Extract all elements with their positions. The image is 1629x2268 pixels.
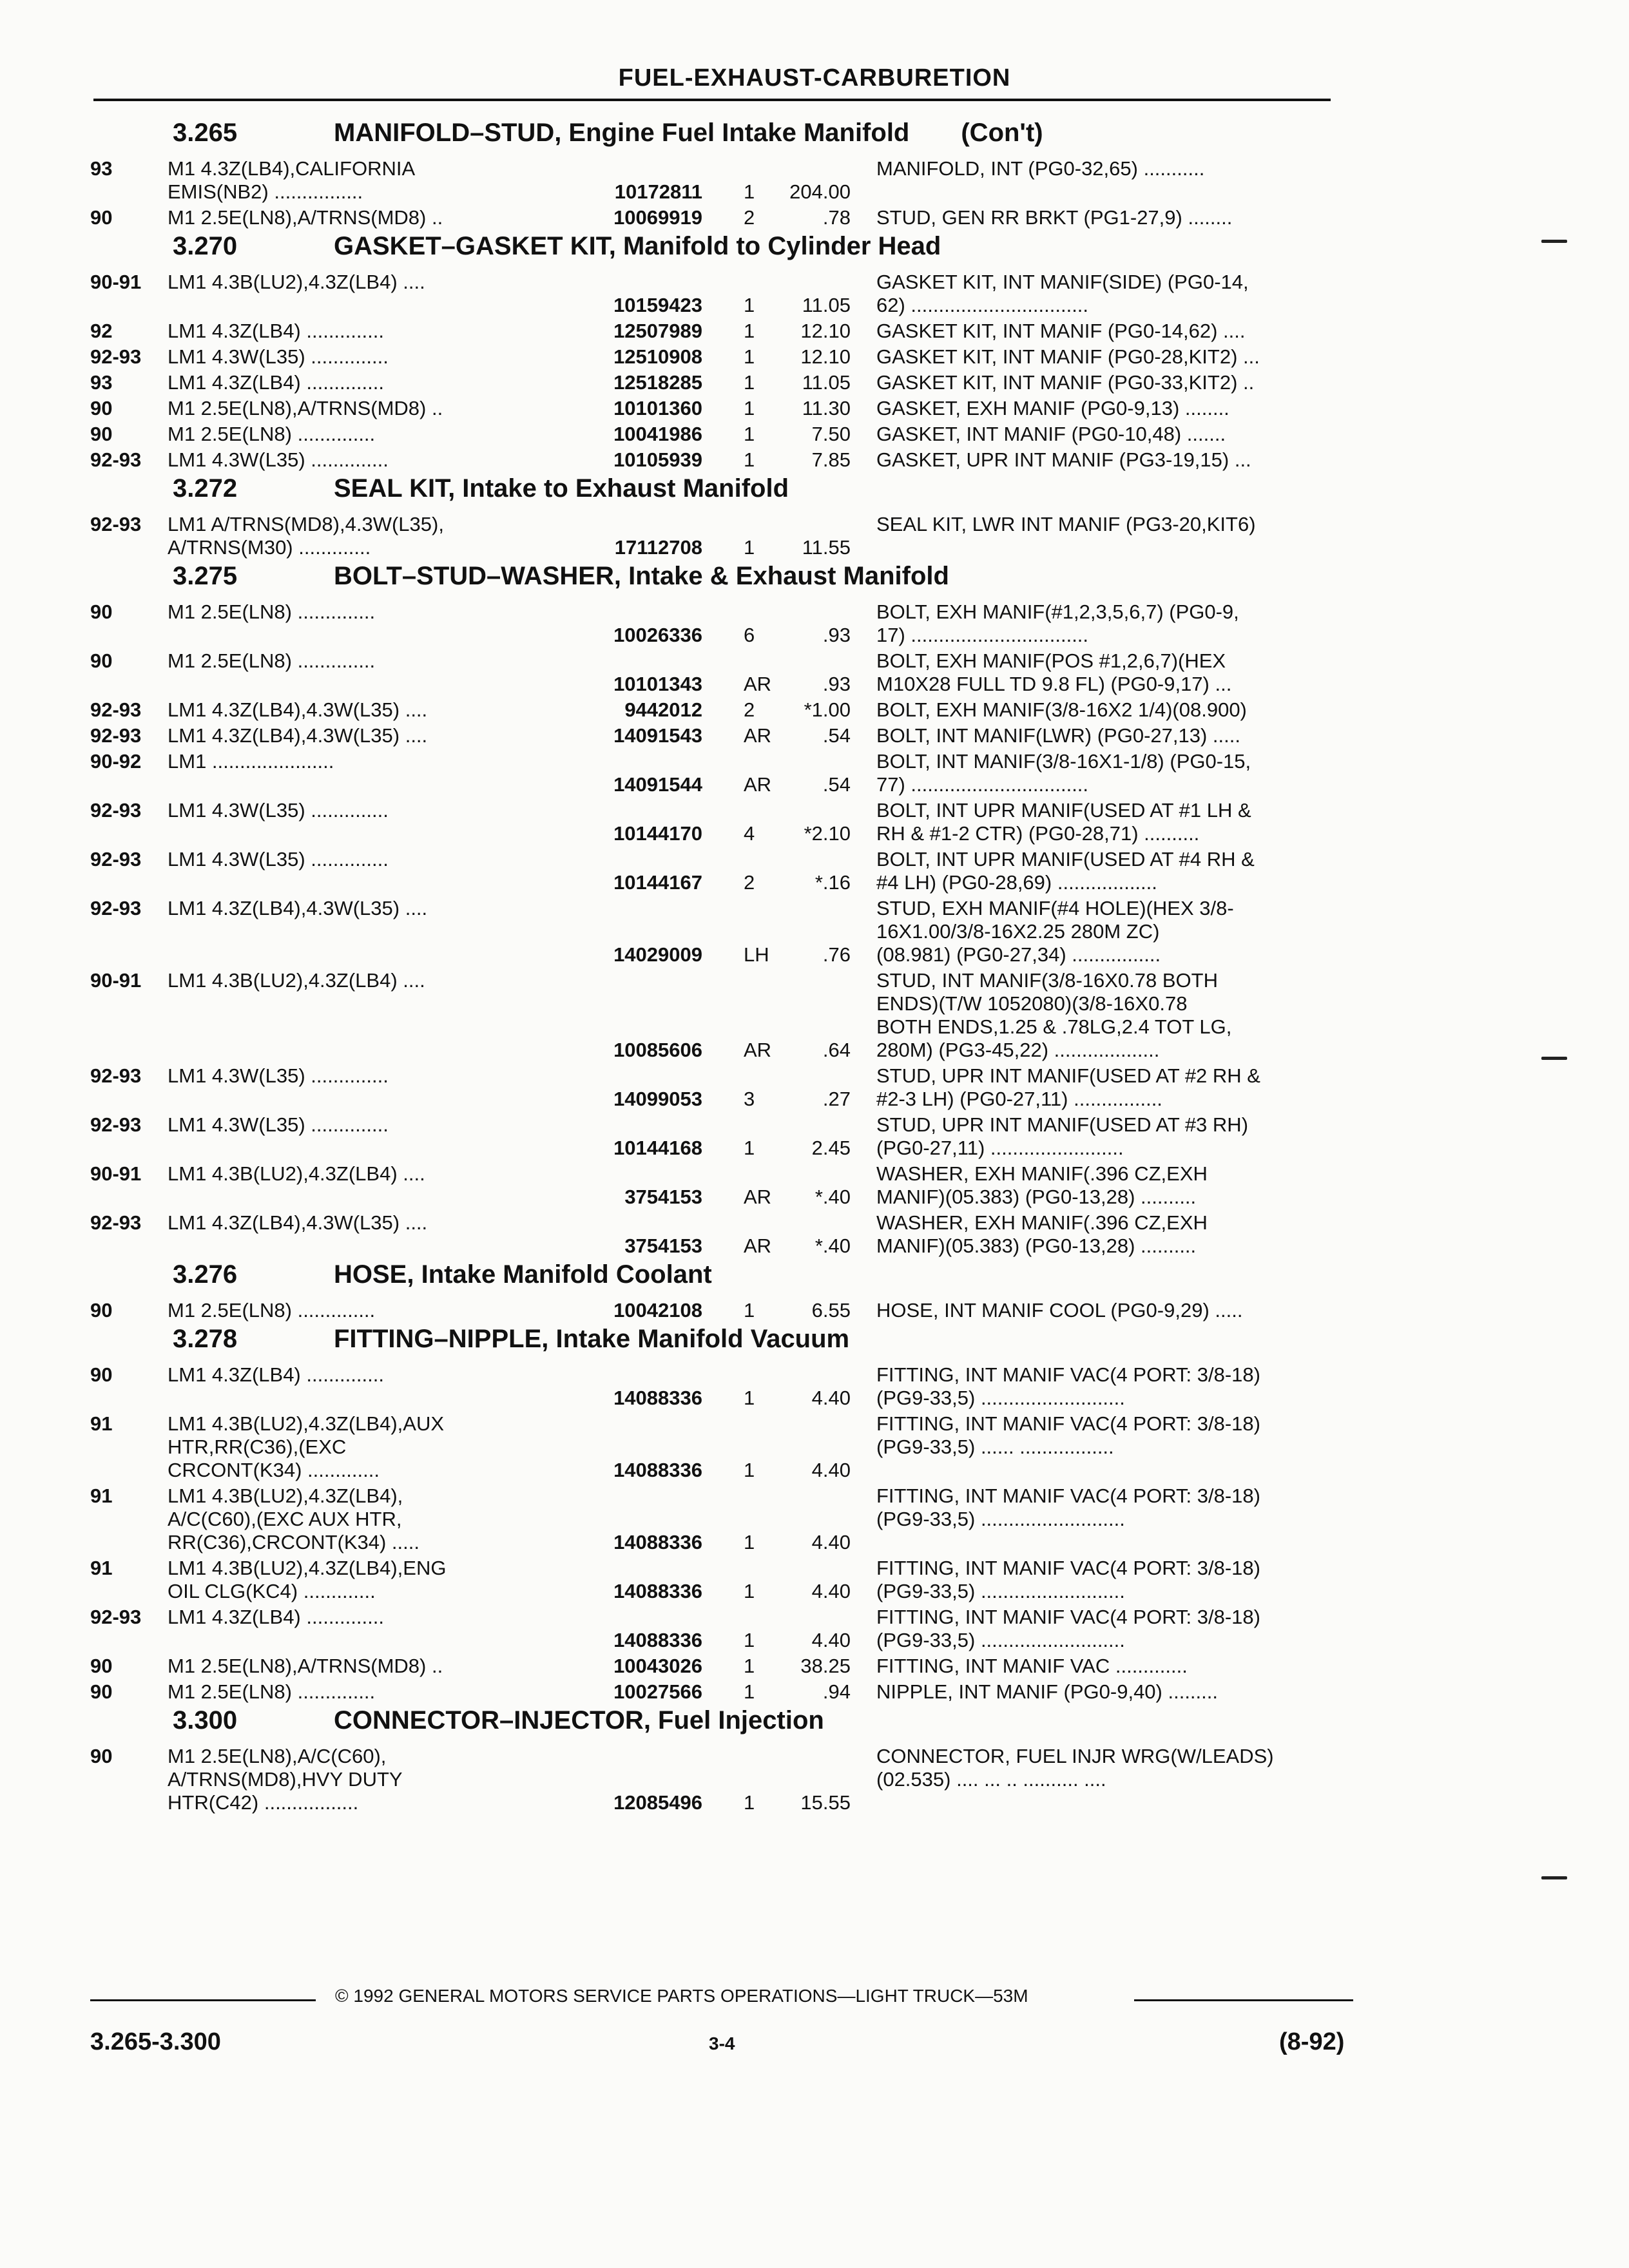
part-row [90,724,1347,747]
model-year: 90 [90,1680,113,1703]
part-row [90,1113,1347,1160]
model-year: 90-92 [90,750,142,773]
catalog-section [90,1260,1347,1322]
quantity: 1 [744,1459,755,1481]
part-description: GASKET, INT MANIF (PG0-10,48) ....... [876,423,1226,445]
model-application: LM1 4.3Z(LB4) .............. [168,371,384,394]
quantity: 1 [744,397,755,419]
header-rule [93,99,1331,101]
page-header-title: FUEL-EXHAUST-CARBURETION [618,64,1011,91]
list-price: 11.30 [802,397,851,419]
model-application: M1 2.5E(LN8),A/TRNS(MD8) .. [168,206,443,229]
part-number: 14088336 [613,1629,702,1651]
catalog-section [90,232,1347,472]
part-description: FITTING, INT MANIF VAC(4 PORT: 3/8-18) (PG9-33,5) .......................... [876,1363,1260,1409]
model-year: 90-91 [90,271,142,293]
quantity: 4 [744,822,755,845]
model-year: 92-93 [90,848,142,870]
part-number: 14088336 [613,1459,702,1481]
footer-page-number: 3-4 [709,2033,735,2053]
list-price: *2.10 [804,822,851,845]
model-year: 92-93 [90,698,142,721]
part-row [90,448,1347,472]
part-row [90,320,1347,343]
quantity: 3 [744,1088,755,1110]
list-price: 2.45 [811,1137,851,1159]
list-price: *1.00 [804,698,851,721]
part-number: 14088336 [613,1387,702,1409]
list-price: 12.10 [800,345,851,368]
list-price: .78 [822,206,851,229]
section-continued-label: (Con't) [961,119,1043,147]
model-application: LM1 4.3B(LU2),4.3Z(LB4), A/C(C60),(EXC AUX HTR, RR(C36),CRCONT(K34) ..... [168,1485,419,1553]
part-number: 10101343 [613,673,702,695]
part-description: BOLT, EXH MANIF(#1,2,3,5,6,7) (PG0-9, 17) ................................ [876,601,1239,646]
section-title: GASKET–GASKET KIT, Manifold to Cylinder Head [334,232,941,260]
part-description: HOSE, INT MANIF COOL (PG0-9,29) ..... [876,1299,1243,1321]
model-application: LM1 4.3B(LU2),4.3Z(LB4),ENG OIL CLG(KC4) ............. [168,1557,447,1602]
model-application: LM1 4.3W(L35) .............. [168,448,389,471]
quantity: AR [744,773,772,796]
part-number: 14091543 [613,724,702,747]
model-year: 93 [90,157,113,180]
part-description: WASHER, EXH MANIF(.396 CZ,EXH MANIF)(05.383) (PG0-13,28) .......... [876,1162,1208,1208]
part-description: FITTING, INT MANIF VAC(4 PORT: 3/8-18) (PG9-33,5) .......................... [876,1606,1260,1651]
quantity: 1 [744,371,755,394]
quantity: 1 [744,448,755,471]
list-price: .54 [822,773,851,796]
part-description: GASKET, EXH MANIF (PG0-9,13) ........ [876,397,1229,419]
part-number: 10172811 [614,180,702,203]
model-application: M1 2.5E(LN8) .............. [168,601,376,623]
list-price: .76 [822,943,851,966]
section-heading [90,562,1347,601]
list-price: .27 [822,1088,851,1110]
part-row [90,157,1347,204]
part-number: 14099053 [613,1088,702,1110]
part-description: FITTING, INT MANIF VAC(4 PORT: 3/8-18) (PG9-33,5) .......................... [876,1557,1260,1602]
model-year: 92-93 [90,1113,142,1136]
part-number: 10042108 [613,1299,702,1321]
part-description: GASKET, UPR INT MANIF (PG3-19,15) ... [876,448,1251,471]
quantity: AR [744,1186,772,1208]
section-number: 3.276 [173,1260,238,1289]
quantity: 1 [744,423,755,445]
model-year: 90-91 [90,969,142,992]
part-row [90,1557,1347,1603]
list-price: .54 [822,724,851,747]
section-title: BOLT–STUD–WASHER, Intake & Exhaust Manifold [334,562,949,590]
part-number: 10026336 [613,624,702,646]
part-description: BOLT, INT MANIF(LWR) (PG0-27,13) ..... [876,724,1240,747]
quantity: AR [744,673,772,695]
part-description: STUD, EXH MANIF(#4 HOLE)(HEX 3/8- 16X1.00/3/8-16X2.25 280M ZC) (08.981) (PG0-27,34) ................ [876,897,1234,966]
quantity: 1 [744,1137,755,1159]
model-application: LM1 4.3Z(LB4),4.3W(L35) .... [168,1211,428,1234]
part-description: STUD, UPR INT MANIF(USED AT #2 RH & #2-3 LH) (PG0-27,11) ................ [876,1064,1260,1110]
model-year: 90 [90,206,113,229]
quantity: 1 [744,1655,755,1677]
list-price: 4.40 [811,1580,851,1602]
model-application: LM1 ...................... [168,750,334,773]
part-description: BOLT, EXH MANIF(3/8-16X2 1/4)(08.900) [876,698,1247,721]
section-title: MANIFOLD–STUD, Engine Fuel Intake Manifold [334,119,910,147]
model-application: LM1 4.3B(LU2),4.3Z(LB4),AUX HTR,RR(C36),(EXC CRCONT(K34) ............. [168,1412,445,1481]
quantity: 1 [744,1680,755,1703]
part-row [90,513,1347,559]
part-description: GASKET KIT, INT MANIF(SIDE) (PG0-14, 62) ................................ [876,271,1249,316]
list-price: 4.40 [811,1629,851,1651]
margin-tick [1541,240,1567,243]
section-title: SEAL KIT, Intake to Exhaust Manifold [334,474,789,503]
part-number: 12507989 [613,320,702,342]
part-row [90,848,1347,894]
part-row [90,423,1347,446]
model-year: 90 [90,601,113,623]
part-number: 12510908 [613,345,702,368]
model-application: LM1 A/TRNS(MD8),4.3W(L35), A/TRNS(M30) ............. [168,513,444,559]
section-number: 3.300 [173,1706,238,1735]
part-row [90,1680,1347,1704]
part-description: STUD, UPR INT MANIF(USED AT #3 RH) (PG0-27,11) ........................ [876,1113,1249,1159]
model-application: LM1 4.3W(L35) .............. [168,345,389,368]
list-price: 7.85 [811,448,851,471]
part-description: STUD, GEN RR BRKT (PG1-27,9) ........ [876,206,1233,229]
model-year: 90 [90,649,113,672]
part-number: 10101360 [613,397,702,419]
list-price: *.40 [815,1235,851,1257]
model-year: 90 [90,1745,113,1767]
part-description: SEAL KIT, LWR INT MANIF (PG3-20,KIT6) [876,513,1256,535]
quantity: AR [744,724,772,747]
list-price: 204.00 [789,180,851,203]
model-year: 90 [90,1299,113,1321]
parts-listing [90,116,1347,1817]
quantity: 2 [744,698,755,721]
quantity: 1 [744,1629,755,1651]
model-year: 91 [90,1557,113,1579]
margin-tick [1541,1876,1567,1879]
part-description: GASKET KIT, INT MANIF (PG0-28,KIT2) ... [876,345,1260,368]
list-price: *.40 [815,1186,851,1208]
catalog-section [90,1325,1347,1704]
model-year: 90 [90,1363,113,1386]
footer-copyright: © 1992 GENERAL MOTORS SERVICE PARTS OPERATIONS—LIGHT TRUCK—53M [335,1986,1028,2006]
quantity: LH [744,943,769,966]
part-row [90,1064,1347,1111]
part-row [90,1412,1347,1482]
quantity: 1 [744,536,755,559]
part-number: 14088336 [613,1580,702,1602]
model-year: 92-93 [90,1064,142,1087]
part-number: 14088336 [613,1531,702,1553]
list-price: .93 [822,673,851,695]
part-row [90,969,1347,1062]
part-number: 10144170 [613,822,702,845]
list-price: 15.55 [800,1791,851,1814]
list-price: .94 [822,1680,851,1703]
list-price: 11.05 [802,294,851,316]
model-year: 92-93 [90,1606,142,1628]
part-description: BOLT, INT UPR MANIF(USED AT #1 LH & RH & #1-2 CTR) (PG0-28,71) .......... [876,799,1251,845]
quantity: 1 [744,320,755,342]
list-price: .93 [822,624,851,646]
part-row [90,1363,1347,1410]
list-price: 4.40 [811,1459,851,1481]
part-number: 10069919 [613,206,702,229]
quantity: 1 [744,1531,755,1553]
model-year: 90 [90,423,113,445]
list-price: 12.10 [800,320,851,342]
model-year: 92-93 [90,799,142,822]
footer-date: (8-92) [1279,2028,1345,2055]
part-description: FITTING, INT MANIF VAC ............. [876,1655,1188,1677]
catalog-section [90,562,1347,1258]
footer-rule-left [90,1999,316,2001]
part-description: WASHER, EXH MANIF(.396 CZ,EXH MANIF)(05.383) (PG0-13,28) .......... [876,1211,1208,1257]
part-description: FITTING, INT MANIF VAC(4 PORT: 3/8-18) (PG9-33,5) .......................... [876,1485,1260,1530]
margin-tick [1541,1057,1567,1060]
section-title: CONNECTOR–INJECTOR, Fuel Injection [334,1706,824,1735]
list-price: *.16 [815,871,851,894]
part-row [90,750,1347,796]
part-description: FITTING, INT MANIF VAC(4 PORT: 3/8-18) (PG9-33,5) ...... ................. [876,1412,1260,1458]
list-price: 4.40 [811,1387,851,1409]
part-row [90,397,1347,420]
list-price: 11.05 [802,371,851,394]
model-year: 90 [90,1655,113,1677]
part-row [90,1485,1347,1554]
model-application: LM1 4.3Z(LB4),4.3W(L35) .... [168,897,428,919]
model-application: M1 2.5E(LN8) .............. [168,423,376,445]
model-application: LM1 4.3Z(LB4) .............. [168,1363,384,1386]
quantity: AR [744,1039,772,1061]
part-row [90,1162,1347,1209]
part-row [90,206,1347,229]
part-row [90,1655,1347,1678]
model-year: 92 [90,320,113,342]
part-row [90,601,1347,647]
part-number: 10144167 [613,871,702,894]
model-application: LM1 4.3W(L35) .............. [168,1113,389,1136]
list-price: 6.55 [811,1299,851,1321]
part-row [90,897,1347,966]
quantity: 1 [744,1791,755,1814]
part-number: 10027566 [613,1680,702,1703]
footer-rule-right [1134,1999,1353,2001]
list-price: 38.25 [800,1655,851,1677]
part-description: BOLT, INT UPR MANIF(USED AT #4 RH & #4 LH) (PG0-28,69) .................. [876,848,1255,894]
part-row [90,371,1347,394]
quantity: 2 [744,206,755,229]
part-row [90,649,1347,696]
section-number: 3.278 [173,1325,238,1353]
part-number: 9442012 [624,698,702,721]
section-heading [90,1325,1347,1363]
part-description: GASKET KIT, INT MANIF (PG0-14,62) .... [876,320,1246,342]
model-year: 92-93 [90,897,142,919]
part-row [90,1299,1347,1322]
model-year: 92-93 [90,724,142,747]
model-year: 92-93 [90,1211,142,1234]
list-price: 4.40 [811,1531,851,1553]
model-application: M1 2.5E(LN8),A/TRNS(MD8) .. [168,1655,443,1677]
model-application: M1 2.5E(LN8) .............. [168,1680,376,1703]
footer-section-range: 3.265-3.300 [90,2028,221,2055]
part-row [90,1745,1347,1814]
section-number: 3.265 [173,119,238,147]
part-number: 12085496 [613,1791,702,1814]
part-description: STUD, INT MANIF(3/8-16X0.78 BOTH ENDS)(T/W 1052080)(3/8-16X0.78 BOTH ENDS,1.25 & .78LG,2.4 TOT LG, 280M) (PG3-45,22) ................... [876,969,1232,1061]
quantity: 1 [744,180,755,203]
model-application: LM1 4.3B(LU2),4.3Z(LB4) .... [168,271,425,293]
section-number: 3.275 [173,562,238,590]
quantity: 6 [744,624,755,646]
model-application: M1 2.5E(LN8) .............. [168,1299,376,1321]
section-heading [90,1260,1347,1299]
quantity: 1 [744,345,755,368]
part-number: 10159423 [613,294,702,316]
part-number: 10043026 [613,1655,702,1677]
model-application: LM1 4.3B(LU2),4.3Z(LB4) .... [168,969,425,992]
quantity: 1 [744,1299,755,1321]
model-application: M1 2.5E(LN8),A/TRNS(MD8) .. [168,397,443,419]
model-year: 91 [90,1412,113,1435]
list-price: 11.55 [802,536,851,559]
model-application: LM1 4.3Z(LB4) .............. [168,1606,384,1628]
quantity: 1 [744,294,755,316]
part-number: 10105939 [613,448,702,471]
quantity: 1 [744,1580,755,1602]
section-heading [90,474,1347,513]
part-row [90,1606,1347,1652]
model-application: LM1 4.3Z(LB4),4.3W(L35) .... [168,724,428,747]
part-row [90,271,1347,317]
section-heading [90,232,1347,271]
model-application: LM1 4.3W(L35) .............. [168,1064,389,1087]
list-price: .64 [822,1039,851,1061]
model-application: LM1 4.3W(L35) .............. [168,848,389,870]
quantity: 2 [744,871,755,894]
part-row [90,698,1347,722]
part-description: CONNECTOR, FUEL INJR WRG(W/LEADS) (02.535) .... ... .. .......... .... [876,1745,1274,1791]
model-application: LM1 4.3W(L35) .............. [168,799,389,822]
part-number: 10041986 [613,423,702,445]
part-row [90,345,1347,369]
model-year: 92-93 [90,345,142,368]
catalog-section [90,119,1347,229]
model-application: M1 2.5E(LN8) .............. [168,649,376,672]
model-application: M1 2.5E(LN8),A/C(C60), A/TRNS(MD8),HVY DUTY HTR(C42) ................. [168,1745,403,1814]
catalog-section [90,1706,1347,1814]
part-description: NIPPLE, INT MANIF (PG0-9,40) ......... [876,1680,1218,1703]
section-number: 3.270 [173,232,238,260]
part-number: 10085606 [613,1039,702,1061]
model-application: M1 4.3Z(LB4),CALIFORNIA EMIS(NB2) ................ [168,157,416,203]
section-title: FITTING–NIPPLE, Intake Manifold Vacuum [334,1325,850,1353]
part-description: BOLT, EXH MANIF(POS #1,2,6,7)(HEX M10X28 FULL TD 9.8 FL) (PG0-9,17) ... [876,649,1232,695]
part-number: 10144168 [613,1137,702,1159]
section-number: 3.272 [173,474,238,503]
model-year: 91 [90,1485,113,1507]
list-price: 7.50 [811,423,851,445]
part-description: BOLT, INT MANIF(3/8-16X1-1/8) (PG0-15, 77) ................................ [876,750,1251,796]
part-number: 14029009 [613,943,702,966]
part-row [90,799,1347,845]
model-year: 92-93 [90,513,142,535]
model-application: LM1 4.3B(LU2),4.3Z(LB4) .... [168,1162,425,1185]
part-row [90,1211,1347,1258]
section-heading [90,1706,1347,1745]
model-application: LM1 4.3Z(LB4),4.3W(L35) .... [168,698,428,721]
model-year: 93 [90,371,113,394]
part-number: 3754153 [624,1235,702,1257]
section-heading [90,119,1347,157]
model-year: 90-91 [90,1162,142,1185]
part-number: 12518285 [613,371,702,394]
model-year: 90 [90,397,113,419]
model-year: 92-93 [90,448,142,471]
quantity: 1 [744,1387,755,1409]
quantity: AR [744,1235,772,1257]
part-number: 17112708 [614,536,702,559]
part-number: 3754153 [624,1186,702,1208]
model-application: LM1 4.3Z(LB4) .............. [168,320,384,342]
part-description: MANIFOLD, INT (PG0-32,65) ........... [876,157,1205,180]
catalog-section [90,474,1347,559]
part-number: 14091544 [613,773,702,796]
part-description: GASKET KIT, INT MANIF (PG0-33,KIT2) .. [876,371,1255,394]
section-title: HOSE, Intake Manifold Coolant [334,1260,712,1289]
